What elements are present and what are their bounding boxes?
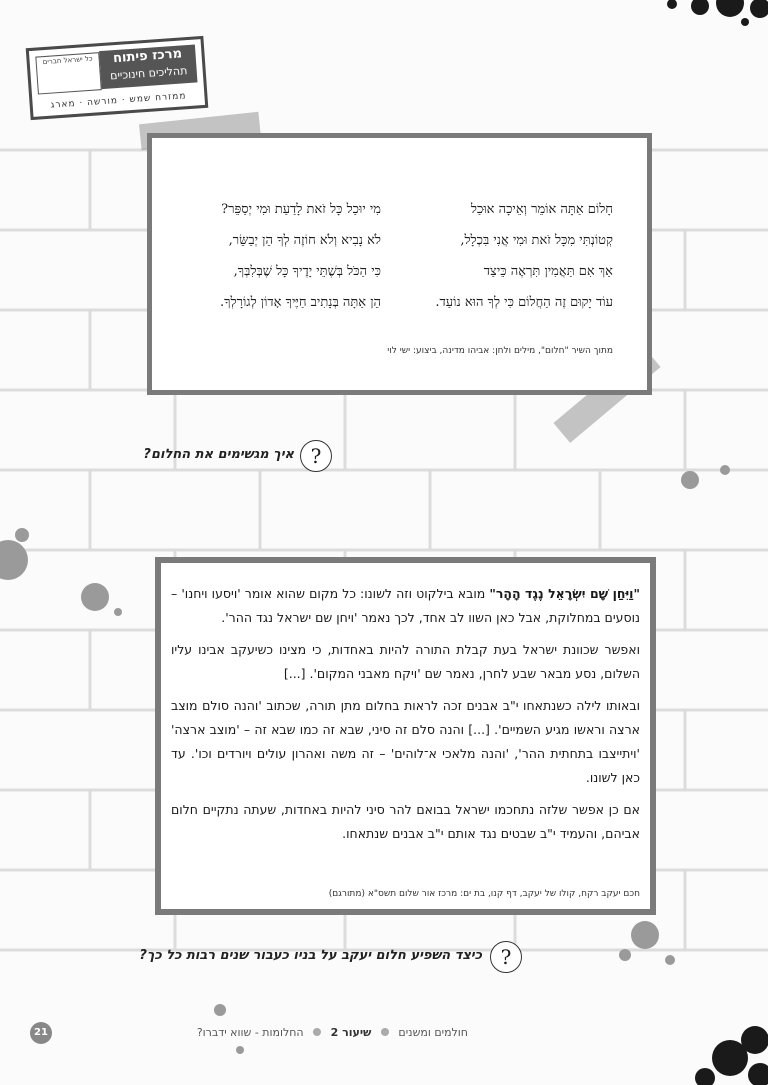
- logo-tagline: ממזרח שמש · מורשה · מארג: [50, 91, 187, 111]
- poem-line: כִּי הַכֹּל בְּשֶׁתֵּי יָדֶיךָ כָּל שֶׁבְּלִבְּךָ,: [233, 264, 381, 279]
- question-1: איך מגשימים את החלום?: [143, 447, 294, 462]
- passage-paragraph: [171, 582, 640, 630]
- logo-stamp: [26, 36, 209, 120]
- dot-icon: [381, 1028, 389, 1036]
- poem-line: חָלוֹם אַתָּה אוֹמֵר וְאֵיכָה אוּכַל: [470, 202, 613, 217]
- question-mark-icon: ?: [300, 440, 332, 472]
- passage-source: חכם יעקב רקח, קולו של יעקב, דף קנו, בת ים: מרכז אור שלום תשס"א (מתורגם): [328, 889, 640, 899]
- page-number: 21: [30, 1022, 52, 1044]
- poem-column-right: [435, 194, 613, 318]
- passage-paragraph: ואפשר שכוונת ישראל בעת קבלת התורה להיות באחדות, כי מצינו כשיעקב אבינו עליו השלום, נסע מבאר שבע לחרן, נאמר שם 'ויקח מאבני המקום'. [...]: [171, 642, 640, 681]
- poem-line: עוֹד יָקוּם זֶה הַחֲלוֹם כִּי לְךָ הוּא נוֹעַד.: [435, 295, 613, 310]
- poem-line: מִי יוּכַל כָּל זֹאת לָדַעַת וּמִי יְסַפֵּר?: [221, 202, 381, 217]
- logo-title: מרכז פיתוח: [112, 46, 183, 67]
- poem-source: מתוך השיר "חלום", מילים ולחן: אביהו מדינה, ביצוע: ישי לוי: [387, 346, 613, 356]
- logo-side-text: כל ישראל חברים: [35, 52, 101, 94]
- poem-line: הֵן אַתָּה בְּנָתִיב חַיֶּיךָ אָדוֹן לְגוֹרָלְךָ.: [219, 295, 381, 310]
- footer: [30, 1025, 468, 1043]
- question-mark-icon: ?: [490, 941, 522, 973]
- passage-frame: [155, 557, 656, 915]
- question-2: כיצד השפיע חלום יעקב על בניו כעבור שנים רבות כל כך?: [139, 948, 482, 963]
- footer-chapter: החלומות - שווא ידברו?: [196, 1025, 304, 1039]
- logo-subtitle: תהליכים חינוכיים: [109, 64, 188, 83]
- poem-column-left: [220, 194, 381, 318]
- footer-lesson: שיעור 2: [330, 1025, 372, 1039]
- passage-body: [171, 582, 640, 854]
- passage-paragraph: ובאותו לילה כשנתאחו י"ב אבנים זכה לראות בחלום מתן תורה, שכתוב 'והנה סולם מוצב ארצה וראשו מגיע השמיים'. [...] והנה סלם זה סיני, שבא זה כמו שבא זה – 'מוצב ארצה' 'ויתייצבו בתחתית ההר', 'והנה מלאכי א־לוהים' – זה משה ואהרון עולים ויורדים וכו'. עד כאן לשונו.: [171, 698, 640, 785]
- poem-line: אַךְ אִם תַּאֲמִין תִּרְאֶה כֵּיצַד: [483, 264, 613, 279]
- passage-paragraph-text: מובא בילקוט וזה לשונו: כל מקום שהוא אומר 'ויסעו ויחנו' – נוסעים במחלוקת, אבל כאן השוו לב אחד, לכך נאמר 'ויחן שם ישראל נגד ההר'.: [171, 586, 640, 625]
- poem-frame: [147, 133, 652, 395]
- footer-unit: חולמים ומשנים: [398, 1025, 468, 1039]
- logo-title-block: [99, 44, 197, 89]
- passage-paragraph: אם כן אפשר שלזה נתחכמו ישראל בבואם להר סיני להיות באחדות, שעתה נתקיים חלום אביהם, והעמיד י"ב שבטים נגד אותם י"ב אבנים שנתאחו.: [171, 802, 640, 841]
- dot-icon: [313, 1028, 321, 1036]
- passage-quote: "וַיִּחַן שָׁם יִשְׂרָאֵל נֶגֶד הָהָר": [489, 586, 640, 601]
- poem-line: לֹא נָבִיא וְלֹא חוֹזֶה לְךָ הֵן יְבַשֵּׂר,: [228, 233, 381, 248]
- poem-line: קְטוֹנְתִּי מִכָּל זֹאת וּמִי אֲנִי בִּכְלָל,: [460, 233, 613, 248]
